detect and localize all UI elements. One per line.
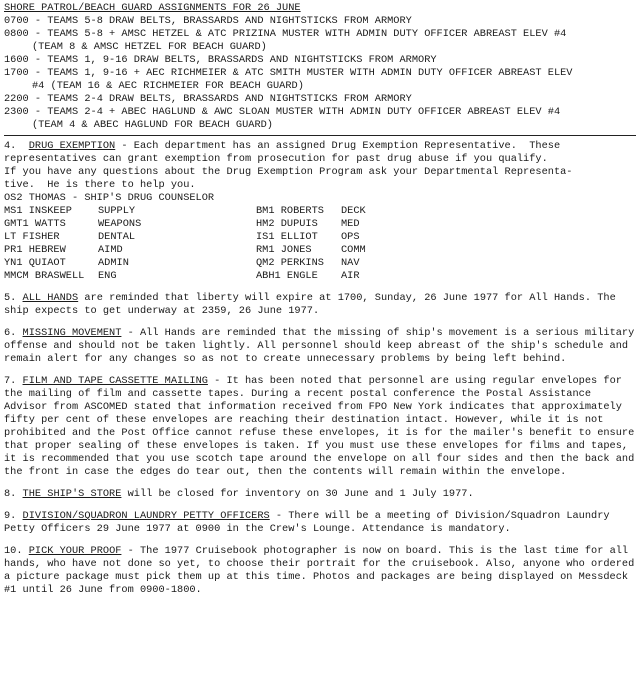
- roster-cell: MS1 INSKEEP: [4, 205, 72, 217]
- drug-heading: DRUG EXEMPTION: [28, 140, 116, 152]
- item-laundry-officers: 9. DIVISION/SQUADRON LAUNDRY PETTY OFFICERS - There will be a meeting of Division/Squadron Laundry Petty Officers 29 June 1977 at 0900 in the Crew's Lounge. Attendance is mandatory.: [4, 510, 610, 535]
- roster-cell: SUPPLY: [98, 205, 136, 217]
- roster-cell: MED: [341, 218, 360, 230]
- assignment-continuation: #4 (TEAM 16 & AEC RICHMEIER FOR BEACH GUARD): [32, 80, 304, 92]
- roster-cell: YN1 QUIAOT: [4, 257, 66, 269]
- assignment-row: 2200 - TEAMS 2-4 DRAW BELTS, BRASSARDS AND NIGHTSTICKS FROM ARMORY: [4, 93, 412, 105]
- roster-cell: OPS: [341, 231, 360, 243]
- roster-cell: ADMIN: [98, 257, 129, 269]
- roster-cell: RM1 JONES: [256, 244, 312, 256]
- assignment-continuation: (TEAM 4 & ABEC HAGLUND FOR BEACH GUARD): [32, 119, 273, 131]
- assignment-list: [4, 15, 636, 132]
- item-pick-your-proof: 10. PICK YOUR PROOF - The 1977 Cruisebook photographer is now on board. This is the last time for all hands, who have not done so yet, to choose their portrait for the cruisebook. Also, anyone who ordered a picture package must pick them up at this time. Photos and packages are being displayed on Messdeck #1 until 26 June from 0900-1800.: [4, 545, 635, 596]
- item-ships-store: 8. THE SHIP'S STORE will be closed for inventory on 30 June and 1 July 1977.: [4, 488, 474, 500]
- missing-movement-heading: MISSING MOVEMENT: [22, 327, 122, 339]
- item-drug-exemption: 4. DRUG EXEMPTION - Each department has an assigned Drug Exemption Representative. These representatives can grant exemption from prosecution for past drug abuse if you qualify. If you have any questions about the Drug Exemption Program ask your Departmental Representa- tive. He is there to help you. OS2 THOMAS - SHIP'S DRUG COUNSELOR MS1 INSKEEP SUPPLY BM1 ROBERTS DECK GMT1 WATTS WEAPONS HM2 DUPUIS MED LT FISHER DENTAL IS1 ELLIOT OPS PR1 HEBREW AIMD RM1 JONES COMM YN1 QUIAOT ADMIN QM2 PERKINS NAV MMCM BRASWELL ENG ABH1 ENGLE AIR: [4, 140, 636, 283]
- roster-cell: LT FISHER: [4, 231, 60, 243]
- roster-cell: GMT1 WATTS: [4, 218, 66, 230]
- assignment-row: 1600 - TEAMS 1, 9-16 DRAW BELTS, BRASSARDS AND NIGHTSTICKS FROM ARMORY: [4, 54, 437, 66]
- laundry-heading: DIVISION/SQUADRON LAUNDRY PETTY OFFICERS: [22, 510, 270, 522]
- assignment-row: 0700 - TEAMS 5-8 DRAW BELTS, BRASSARDS AND NIGHTSTICKS FROM ARMORY: [4, 15, 412, 27]
- assignments-title: SHORE PATROL/BEACH GUARD ASSIGNMENTS FOR 26 JUNE: [4, 2, 301, 14]
- roster-cell: HM2 DUPUIS: [256, 218, 318, 230]
- drug-counselor: OS2 THOMAS - SHIP'S DRUG COUNSELOR: [4, 192, 215, 204]
- pick-proof-heading: PICK YOUR PROOF: [28, 545, 122, 557]
- assignment-continuation: (TEAM 8 & AMSC HETZEL FOR BEACH GUARD): [32, 41, 267, 53]
- roster-cell: QM2 PERKINS: [256, 257, 324, 269]
- ships-store-heading: THE SHIP'S STORE: [22, 488, 122, 500]
- all-hands-heading: ALL HANDS: [22, 292, 79, 304]
- roster-cell: MMCM BRASWELL: [4, 270, 85, 282]
- item-missing-movement: 6. MISSING MOVEMENT - All Hands are reminded that the missing of ship's movement is a serious military offense and should not be taken lightly. All personnel should keep abreast of the ship's schedule and remain alert for any changes so as not to create unnecessary problems by being left behind.: [4, 327, 635, 365]
- roster-cell: WEAPONS: [98, 218, 142, 230]
- film-mailing-heading: FILM AND TAPE CASSETTE MAILING: [22, 375, 208, 387]
- roster-cell: AIMD: [98, 244, 123, 256]
- section-divider: [4, 135, 636, 136]
- assignment-row: 1700 - TEAMS 1, 9-16 + AEC RICHMEIER & ATC SMITH MUSTER WITH ADMIN DUTY OFFICER ABREAST ELEV: [4, 67, 573, 79]
- assignment-row: 0800 - TEAMS 5-8 + AMSC HETZEL & ATC PRIZINA MUSTER WITH ADMIN DUTY OFFICER ABREAST ELEV #4: [4, 28, 567, 40]
- assignment-row: 2300 - TEAMS 2-4 + ABEC HAGLUND & AWC SLOAN MUSTER WITH ADMIN DUTY OFFICER ABREAST ELEV #4: [4, 106, 561, 118]
- roster-cell: BM1 ROBERTS: [256, 205, 324, 217]
- roster-cell: NAV: [341, 257, 360, 269]
- roster-cell: ABH1 ENGLE: [256, 270, 318, 282]
- item-film-mailing: 7. FILM AND TAPE CASSETTE MAILING - It has been noted that personnel are using regular envelopes for the mailing of film and cassette tapes. During a recent postal conference the Postal Assistance Advisor from ASCOMED stated that information received from FPO New York indicates that approximately fifty per cent of these envelopes are reaching their destination intact. However, while it is not prohibited and the Post Office cannot refuse these envelopes, it is for the mailer's benefit to ensure that proper sealing of these envelopes is taken. If you must use these envelopes for films and tapes, it is recommended that you use scotch tape around the envelope on all four sides and then the back and the front in case the edges do tear out, then the contents will remain within the envelope.: [4, 375, 635, 478]
- roster-cell: AIR: [341, 270, 360, 282]
- roster-cell: ENG: [98, 270, 117, 282]
- roster-cell: COMM: [341, 244, 366, 256]
- item-all-hands: 5. ALL HANDS are reminded that liberty will expire at 1700, Sunday, 26 June 1977 for All Hands. The ship expects to get underway at 2359, 26 June 1977.: [4, 292, 616, 317]
- roster-cell: DENTAL: [98, 231, 136, 243]
- drug-roster: [4, 205, 636, 283]
- roster-cell: DECK: [341, 205, 366, 217]
- roster-cell: IS1 ELLIOT: [256, 231, 318, 243]
- roster-cell: PR1 HEBREW: [4, 244, 66, 256]
